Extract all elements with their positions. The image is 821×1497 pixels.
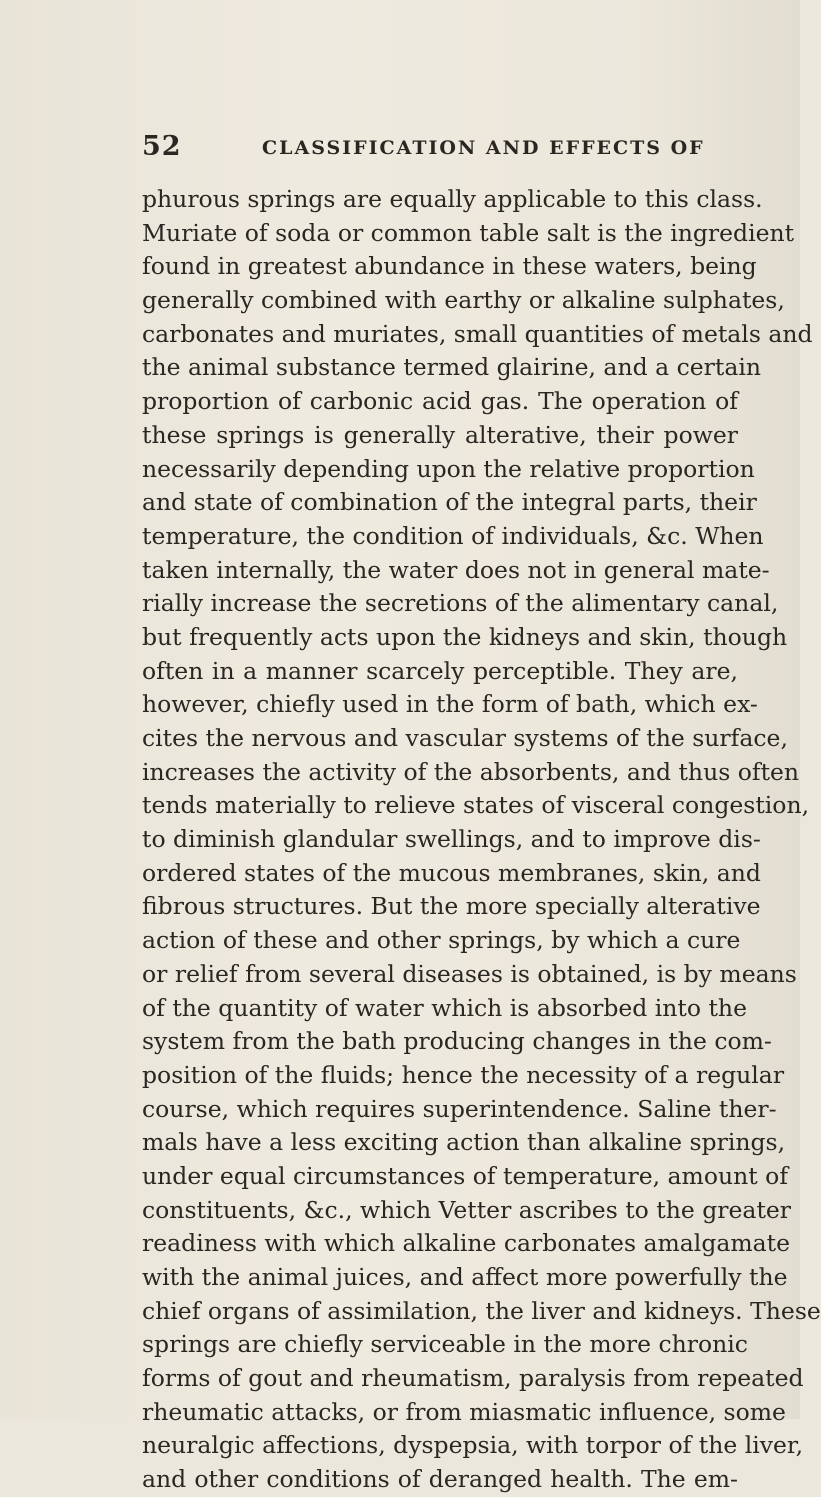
text-line: carbonates and muriates, small quantities of metals and <box>142 319 813 348</box>
text-line: increases the activity of the absorbents, and thus often <box>142 757 800 786</box>
text-line: of the quantity of water which is absorbed into the <box>142 993 747 1022</box>
text-line: these springs is generally alterative, their power <box>142 420 738 449</box>
text-line: to diminish glandular swellings, and to improve dis- <box>142 825 761 854</box>
text-line: position of the fluids; hence the necessity of a regular <box>142 1060 785 1089</box>
text-line: fibrous structures. But the more specially alterative <box>142 892 761 921</box>
page-number: 52 <box>142 131 182 162</box>
text-line: tends materially to relieve states of visceral congestion, <box>142 791 810 820</box>
text-line: under equal circumstances of temperature, amount of <box>142 1161 789 1190</box>
text-line: found in greatest abundance in these waters, being <box>142 252 757 281</box>
body-text <box>142 183 821 1497</box>
text-line: phurous springs are equally applicable to this class. <box>142 185 763 213</box>
text-line: necessarily depending upon the relative proportion <box>142 454 755 483</box>
text-line: springs are chiefly serviceable in the more chronic <box>142 1330 748 1359</box>
text-line: readiness with which alkaline carbonates amalgamate <box>142 1229 791 1258</box>
text-line: rially increase the secretions of the alimentary canal, <box>142 589 779 618</box>
text-line: taken internally, the water does not in general mate- <box>142 555 770 584</box>
text-line: ordered states of the mucous membranes, skin, and <box>142 858 761 887</box>
text-line: often in a manner scarcely perceptible. They are, <box>142 656 738 685</box>
text-line: action of these and other springs, by which a cure <box>142 926 741 955</box>
text-line: rheumatic attacks, or from miasmatic influence, some <box>142 1397 786 1426</box>
text-line: system from the bath producing changes in the com- <box>142 1027 772 1056</box>
running-head: CLASSIFICATION AND EFFECTS OF <box>262 137 705 159</box>
text-line: and state of combination of the integral parts, their <box>142 488 757 517</box>
text-line: temperature, the condition of individuals, &c. When <box>142 521 764 550</box>
text-line: chief organs of assimilation, the liver and kidneys. These <box>142 1296 821 1325</box>
text-line: and other conditions of deranged health. The em- <box>142 1465 738 1494</box>
text-line: cites the nervous and vascular systems of the surface, <box>142 724 788 752</box>
text-line: proportion of carbonic acid gas. The operation of <box>142 387 738 416</box>
text-line: Muriate of soda or common table salt is the ingredient <box>142 218 795 247</box>
text-line: with the animal juices, and affect more powerfully the <box>142 1263 788 1291</box>
text-line: the animal substance termed glairine, and a certain <box>142 353 761 382</box>
text-line: generally combined with earthy or alkaline sulphates, <box>142 286 785 315</box>
text-line: forms of gout and rheumatism, paralysis from repeated <box>142 1364 804 1393</box>
page-header <box>142 131 742 171</box>
text-line: however, chiefly used in the form of bath, which ex- <box>142 690 758 719</box>
text-line: course, which requires superintendence. Saline ther- <box>142 1094 777 1123</box>
text-line: but frequently acts upon the kidneys and skin, though <box>142 622 788 651</box>
text-line: mals have a less exciting action than alkaline springs, <box>142 1128 786 1157</box>
text-line: or relief from several diseases is obtained, is by means <box>142 959 797 988</box>
text-line: neuralgic affections, dyspepsia, with torpor of the liver, <box>142 1431 804 1460</box>
text-line: constituents, &c., which Vetter ascribes to the greater <box>142 1195 792 1224</box>
